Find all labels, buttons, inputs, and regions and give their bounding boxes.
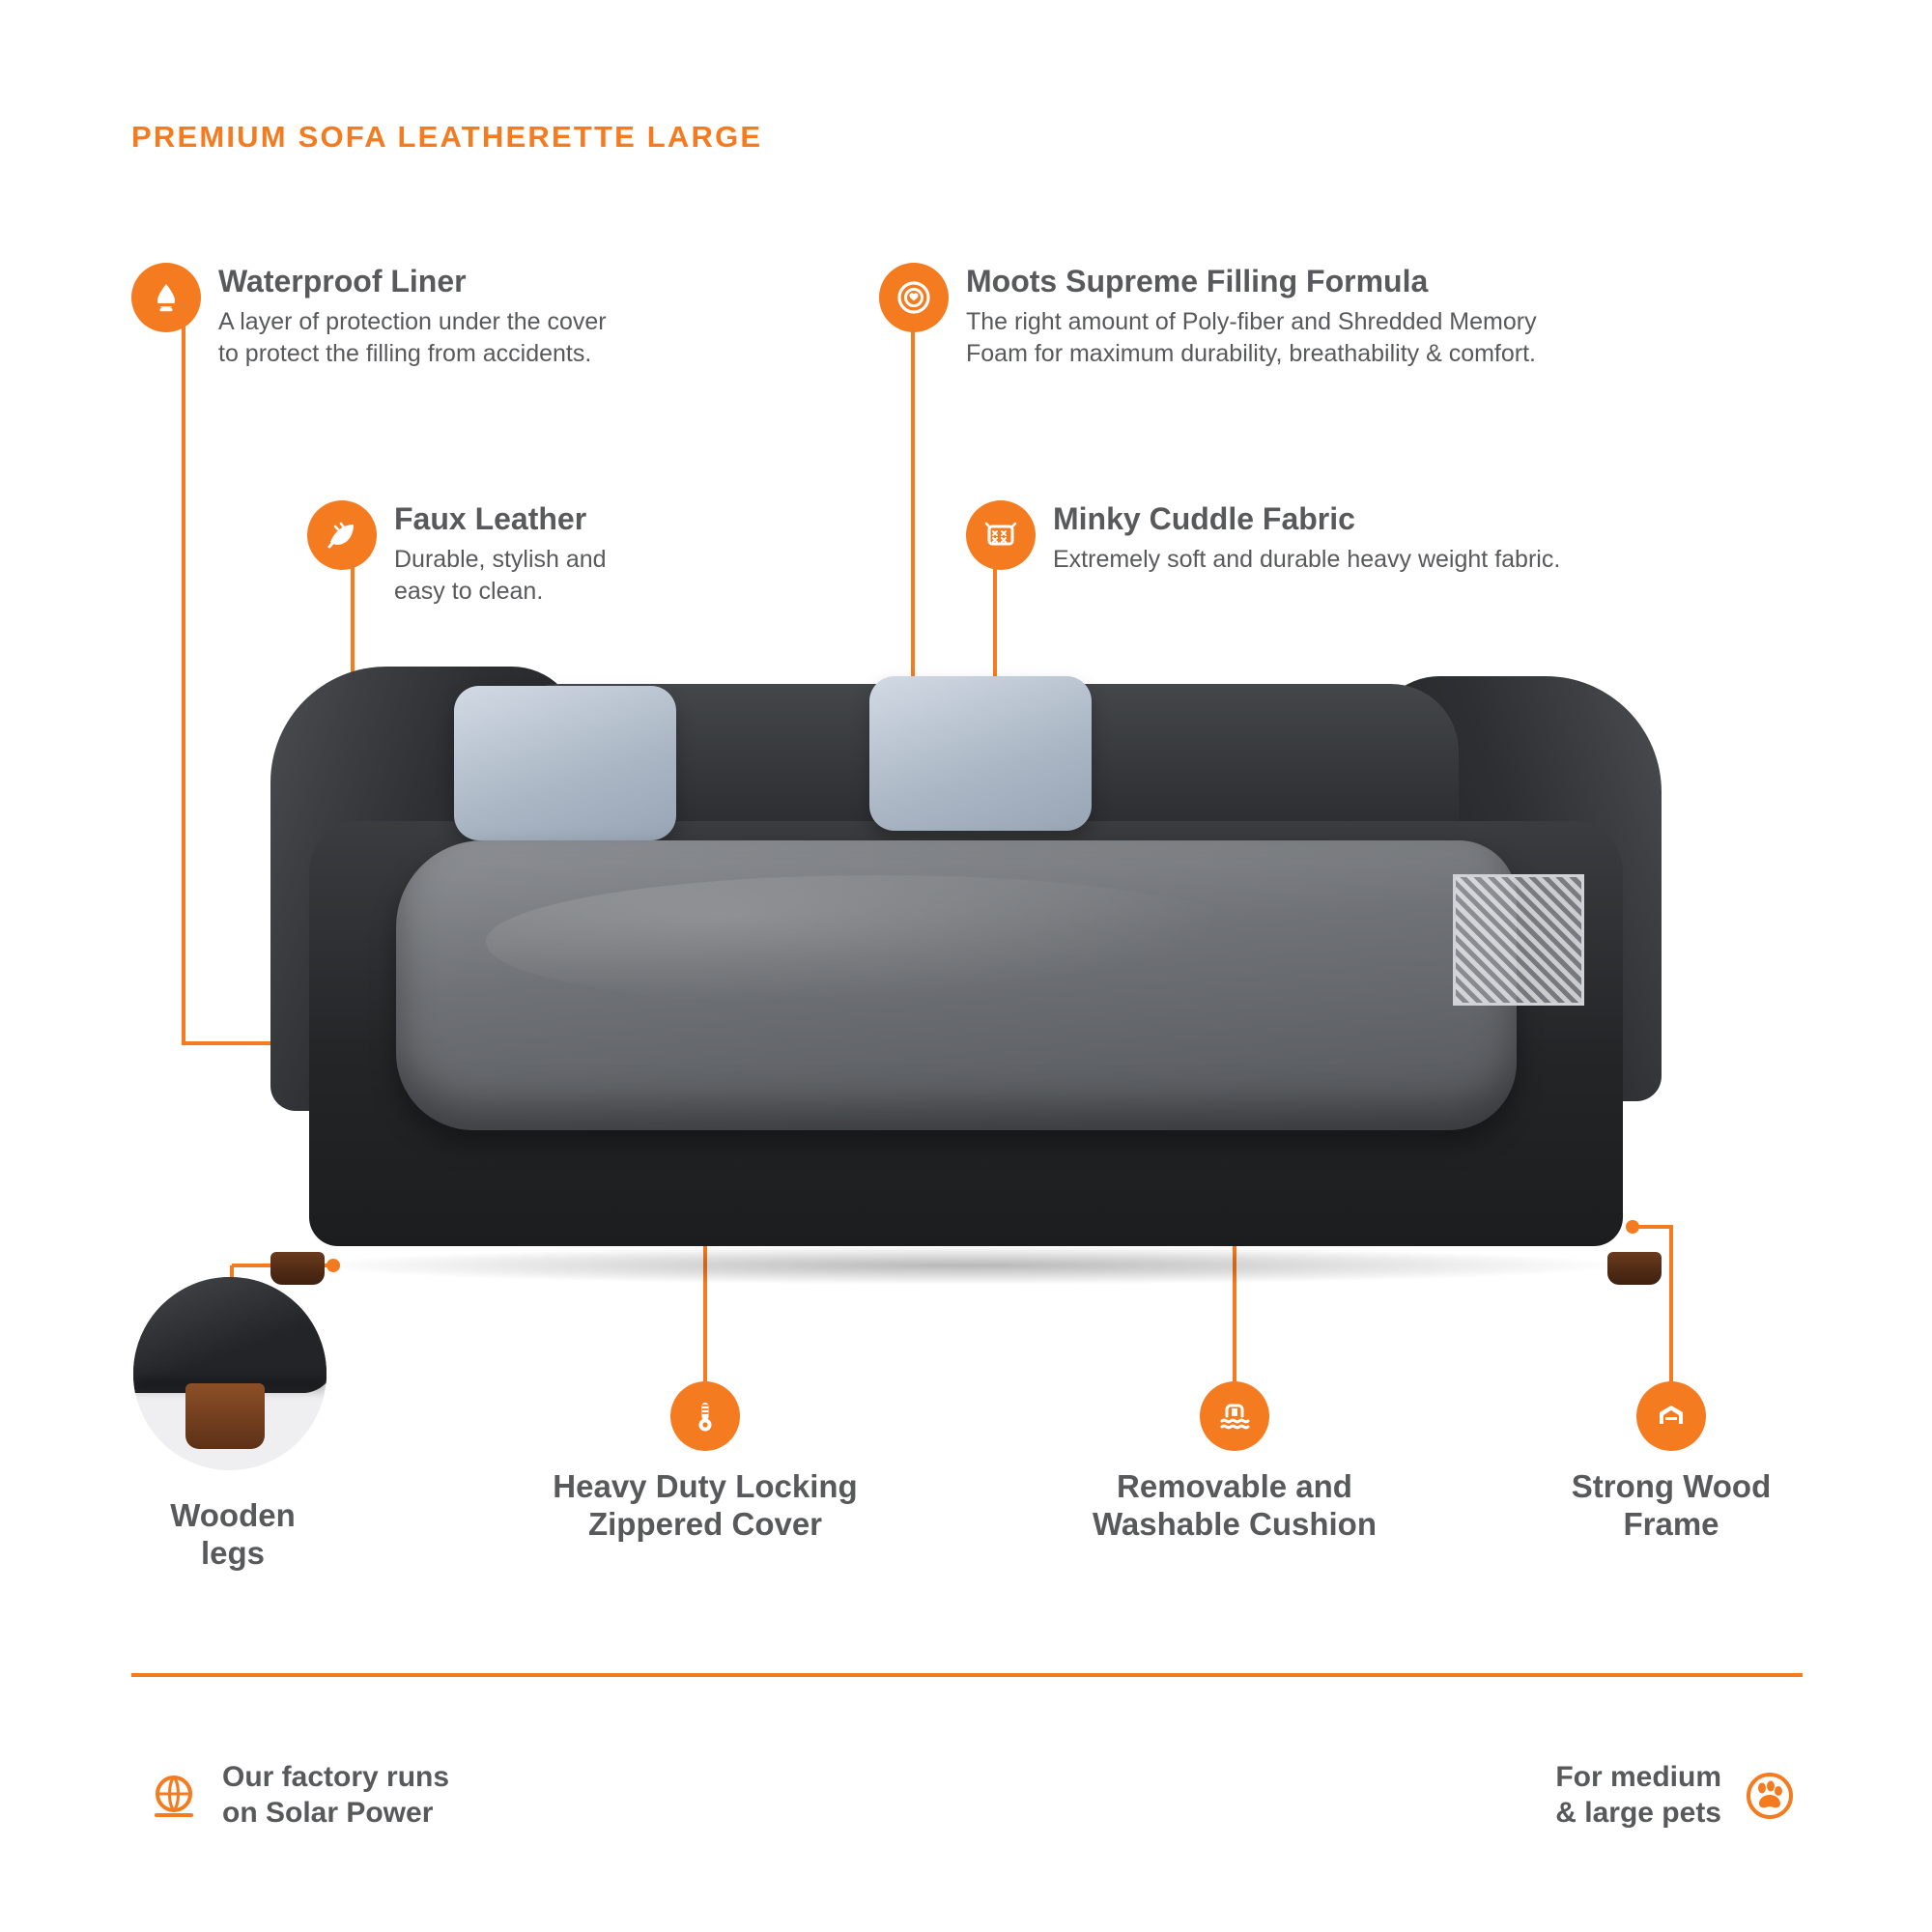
feature-heading: Faux Leather: [394, 501, 587, 536]
footer-line1: For medium: [1555, 1761, 1721, 1793]
waterproof-drop-icon: [131, 263, 201, 332]
feature-body-line1: The right amount of Poly-fiber and Shredded Memory: [966, 307, 1537, 335]
footer-line1: Our factory runs: [222, 1761, 450, 1793]
page-title: PREMIUM SOFA LEATHERETTE LARGE: [131, 120, 763, 154]
footer-line2: & large pets: [1555, 1796, 1721, 1829]
feature-waterproof-liner: [131, 263, 711, 370]
feature-heading: Moots Supreme Filling Formula: [966, 264, 1429, 298]
product-shadow: [299, 1246, 1633, 1285]
footer-text-block: [1555, 1760, 1721, 1831]
bottom-feature-heading-line2: Frame: [1623, 1505, 1719, 1542]
feature-body-line2: Foam for maximum durability, breathability & comfort.: [966, 339, 1537, 367]
faux-leather-icon: [307, 500, 377, 570]
wooden-legs-photo: [133, 1277, 327, 1470]
bottom-feature-heading-line1: Wooden: [170, 1497, 296, 1533]
bottom-feature-zippered-cover: [464, 1381, 947, 1544]
feature-body-line1: Durable, stylish and: [394, 545, 607, 573]
sofa-corner-detail: [133, 1277, 327, 1393]
feature-heading: Minky Cuddle Fabric: [1053, 501, 1355, 536]
feature-body-line2: to protect the filling from accidents.: [218, 339, 592, 367]
product-photo: [270, 667, 1662, 1304]
globe-solar-icon: [143, 1765, 205, 1827]
feature-body-line1: A layer of protection under the cover: [218, 307, 607, 335]
feature-body-line1: Extremely soft and durable heavy weight fabric.: [1053, 545, 1561, 573]
wood-frame-cutaway: [1453, 874, 1584, 1006]
bottom-feature-wood-frame: [1488, 1381, 1855, 1544]
zipper-icon: [670, 1381, 740, 1451]
wooden-leg-closeup: [185, 1383, 265, 1449]
feature-minky-cuddle-fabric: [966, 500, 1835, 576]
washable-cushion-icon: [1200, 1381, 1269, 1451]
feature-filling-formula: [879, 263, 1835, 370]
bottom-feature-heading-line2: Washable Cushion: [1093, 1505, 1377, 1542]
bottom-feature-heading-line1: Removable and: [1117, 1468, 1352, 1504]
bottom-feature-wooden-legs: [112, 1497, 354, 1573]
footer-divider: [131, 1673, 1803, 1677]
minky-fabric-icon: [966, 500, 1036, 570]
bottom-feature-washable-cushion: [993, 1381, 1476, 1544]
footer-pet-size: [1555, 1760, 1801, 1831]
sofa-cushion: [396, 840, 1517, 1130]
footer-text-block: [222, 1760, 449, 1831]
bottom-feature-heading-line1: Heavy Duty Locking: [553, 1468, 858, 1504]
wood-frame-icon: [1636, 1381, 1706, 1451]
feature-body-line2: easy to clean.: [394, 577, 544, 605]
paw-icon: [1739, 1765, 1801, 1827]
bottom-feature-heading-line1: Strong Wood: [1571, 1468, 1772, 1504]
footer-solar-power: [143, 1760, 449, 1831]
footer-line2: on Solar Power: [222, 1796, 434, 1829]
feature-faux-leather: [307, 500, 752, 608]
feature-heading: Waterproof Liner: [218, 264, 467, 298]
throw-pillow-left: [454, 686, 676, 840]
throw-pillow-right: [869, 676, 1092, 831]
bottom-feature-heading-line2: Zippered Cover: [587, 1505, 823, 1542]
filling-formula-icon: [879, 263, 949, 332]
bottom-feature-heading-line2: legs: [200, 1534, 266, 1571]
